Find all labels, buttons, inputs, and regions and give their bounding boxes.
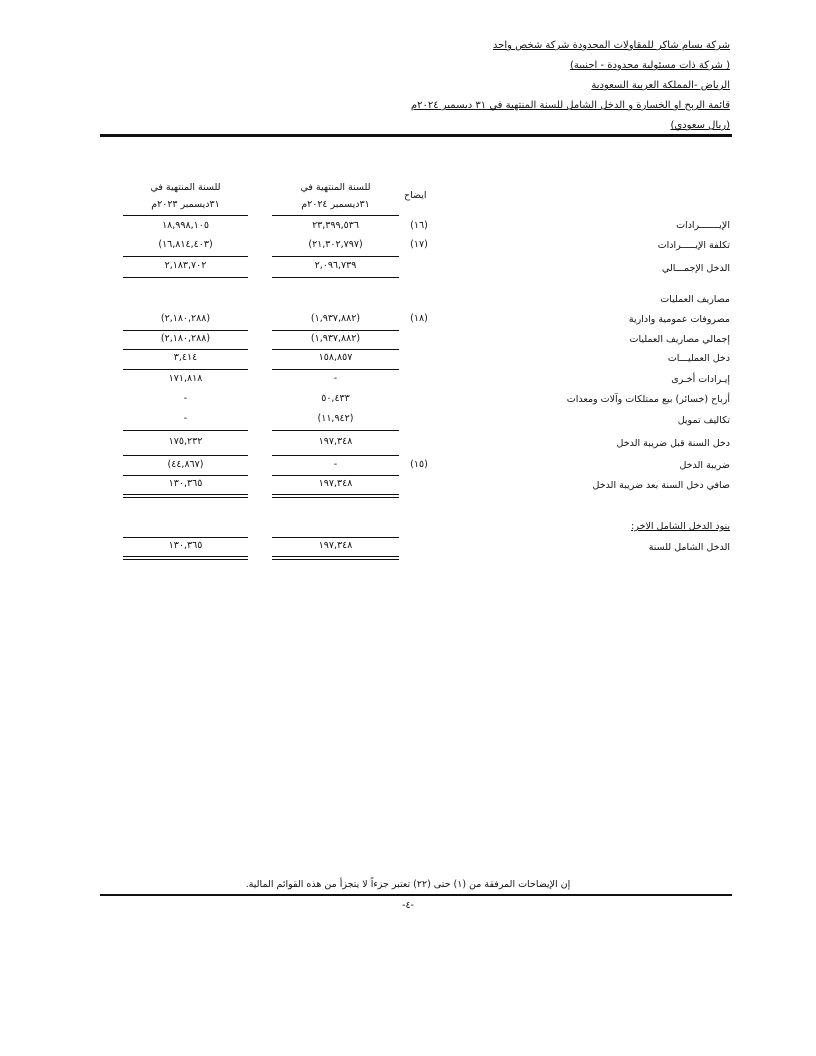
- subtotal-rule: [123, 256, 248, 257]
- page-number: -٤-: [402, 900, 414, 911]
- row-prior: ٣,٤١٤: [173, 352, 198, 363]
- subtotal-rule: [272, 430, 399, 431]
- prior-year-heading: [123, 179, 248, 213]
- row-note: (١٥): [410, 459, 428, 470]
- note-column-heading: ايضاح: [404, 190, 427, 201]
- prior-heading-line1: للسنة المنتهية في: [150, 182, 221, 193]
- row-label: تكلفة الإيـــــرادات: [657, 240, 730, 251]
- footer-disclaimer: إن الإيضاحات المرفقة من (١) حتى (٢٢) تعتبر جزءاً لا يتجزأ من هذه القوائم المالية.: [245, 879, 571, 890]
- row-label: إجمالي مصاريف العمليات: [629, 334, 730, 345]
- row-label: تكاليف تمويل: [677, 415, 730, 426]
- total-double-rule: [123, 494, 248, 498]
- subtotal-rule: [272, 349, 399, 350]
- row-current: (١,٩٣٧,٨٨٢): [310, 313, 361, 324]
- entity-type: ( شركة ذات مسئولية محدودة - اجنبية): [570, 60, 730, 71]
- row-label: دخل العمليـــات: [667, 353, 730, 364]
- subtotal-rule: [272, 277, 399, 278]
- subtotal-rule: [272, 369, 399, 370]
- subtotal-rule: [272, 475, 399, 476]
- company-name: شركة بسام شاكر للمقاولات المحدودة شركة شخص واحد: [492, 40, 730, 51]
- row-label: الدخل الشامل للسنة: [648, 542, 730, 553]
- subtotal-rule: [123, 369, 248, 370]
- row-current: (١,٩٣٧,٨٨٢): [310, 333, 361, 344]
- row-prior: -: [183, 413, 188, 424]
- row-prior: ٢,١٨٣,٧٠٢: [164, 260, 207, 271]
- prior-col-rule: [123, 215, 248, 216]
- row-prior: (٤٤,٨٦٧): [167, 459, 204, 470]
- row-current: ١٥٨,٨٥٧: [318, 352, 353, 363]
- row-label: إيـرادات أخـرى: [671, 374, 730, 385]
- total-double-rule: [123, 556, 248, 560]
- subtotal-rule: [272, 537, 399, 538]
- current-col-rule: [272, 215, 399, 216]
- location: الرياض -المملكة العربية السعودية: [591, 80, 730, 91]
- row-current: ٢,٠٩٦,٧٣٩: [314, 260, 357, 271]
- row-prior: (٢,١٨٠,٢٨٨): [160, 313, 211, 324]
- subtotal-rule: [123, 430, 248, 431]
- row-label: الإيـــــــرادات: [676, 220, 730, 231]
- row-current: ١٩٧,٣٤٨: [318, 478, 353, 489]
- row-current: ٥٠,٤٣٣: [321, 393, 350, 404]
- subtotal-rule: [272, 455, 399, 456]
- row-prior: ١٣٠,٣٦٥: [168, 540, 203, 551]
- section-heading: بنود الدخل الشامل الاخر:: [631, 521, 730, 532]
- row-label: ضريبة الدخل: [679, 460, 730, 471]
- subtotal-rule: [123, 537, 248, 538]
- section-heading: مصاريف العمليات: [660, 294, 730, 305]
- row-label: مصروفات عمومية وادارية: [628, 314, 730, 325]
- row-prior: ١٧٥,٢٣٢: [168, 436, 203, 447]
- current-year-heading: [272, 179, 399, 213]
- subtotal-rule: [123, 475, 248, 476]
- row-label: الدخل الإجمـــالي: [661, 263, 730, 274]
- row-current: ١٩٧,٣٤٨: [318, 540, 353, 551]
- row-prior: (٢,١٨٠,٢٨٨): [160, 333, 211, 344]
- total-double-rule: [272, 556, 399, 560]
- total-double-rule: [272, 494, 399, 498]
- subtotal-rule: [123, 277, 248, 278]
- row-current: -: [333, 459, 338, 470]
- row-note: (١٨): [410, 313, 428, 324]
- row-label: دخل السنة قبل ضريبة الدخل: [616, 438, 730, 449]
- row-prior: -: [183, 393, 188, 404]
- subtotal-rule: [123, 455, 248, 456]
- statement-title: قائمة الربح او الخسارة و الدخل الشامل للسنة المنتهية في ٣١ ديسمبر ٢٠٢٤م: [410, 100, 730, 111]
- row-prior: ١٨,٩٩٨,١٠٥: [162, 220, 209, 231]
- subtotal-rule: [272, 330, 399, 331]
- row-prior: ١٧١,٨١٨: [168, 373, 203, 384]
- row-current: (١١,٩٤٢): [317, 413, 354, 424]
- row-label: صافي دخل السنة بعد ضريبة الدخل: [592, 480, 730, 491]
- subtotal-rule: [272, 256, 399, 257]
- row-current: (٢١,٣٠٢,٧٩٧): [308, 239, 363, 250]
- row-prior: ١٣٠,٣٦٥: [168, 478, 203, 489]
- row-current: -: [333, 373, 338, 384]
- footer-divider: [100, 894, 732, 896]
- row-note: (١٦): [410, 220, 428, 231]
- currency-label: (ريال سعودي): [670, 120, 730, 131]
- current-heading-line2: ٣١ديسمبر ٢٠٢٤م: [301, 199, 370, 210]
- row-note: (١٧): [410, 239, 428, 250]
- current-heading-line1: للسنة المنتهية في: [300, 182, 371, 193]
- subtotal-rule: [123, 330, 248, 331]
- row-current: ٢٣,٣٩٩,٥٣٦: [312, 220, 359, 231]
- row-current: ١٩٧,٣٤٨: [318, 436, 353, 447]
- prior-heading-line2: ٣١ديسمبر ٢٠٢٣م: [151, 199, 220, 210]
- subtotal-rule: [123, 349, 248, 350]
- row-prior: (١٦,٨١٤,٤٠٣): [158, 239, 213, 250]
- row-label: أرباح (خسائر) بيع ممتلكات وآلات ومعدات: [566, 394, 730, 405]
- header-divider: [100, 134, 732, 137]
